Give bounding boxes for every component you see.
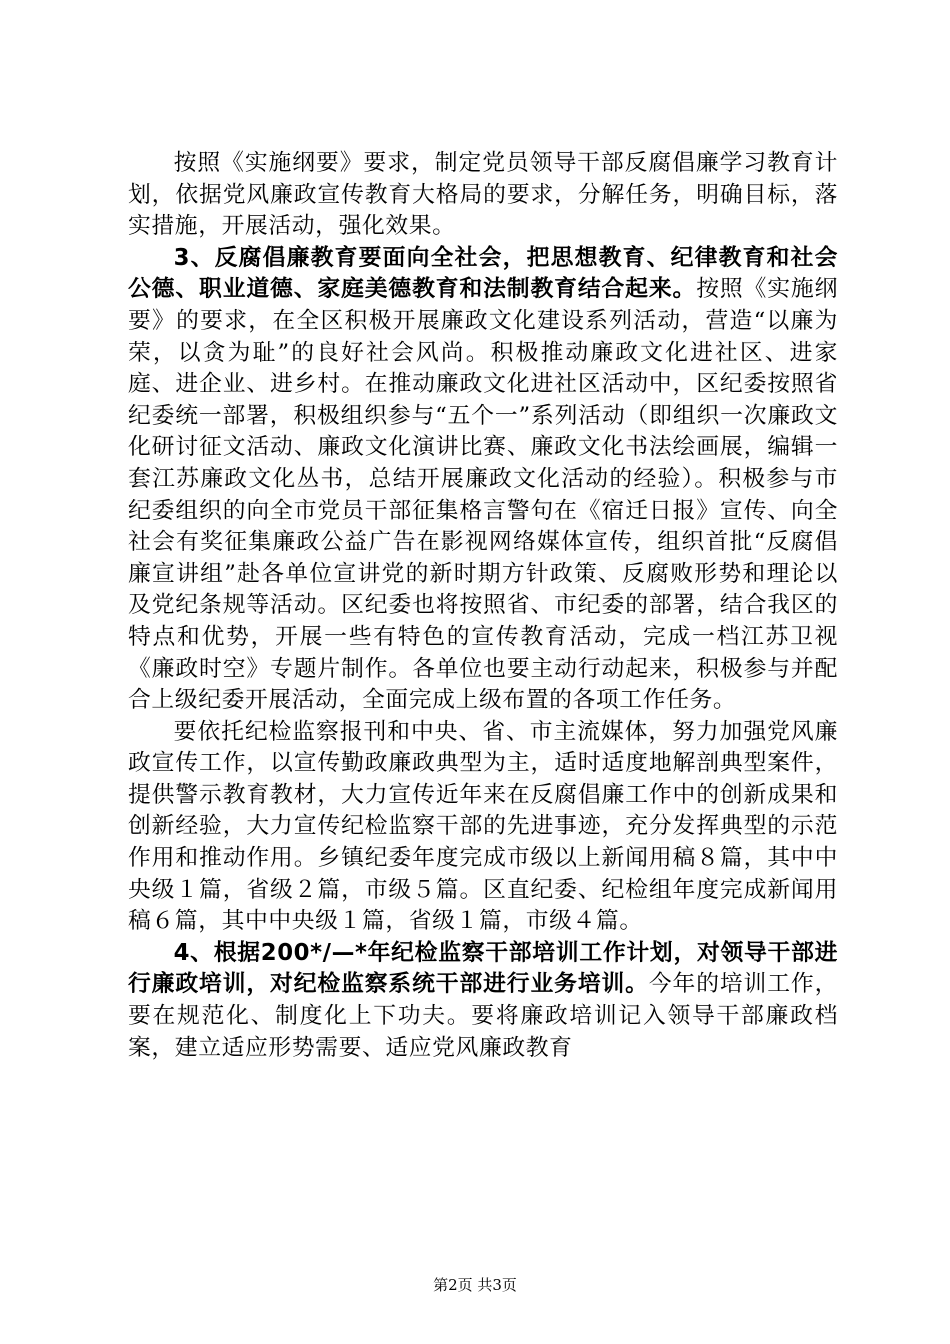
paragraph-text: 要依托纪检监察报刊和中央、省、市主流媒体，努力加强党风廉政宣传工作，以宣传勤政廉政典型为主，适时适度地解剖典型案件，提供警示教育教材，大力宣传近年来在反腐倡廉工作中的创新成果和创新经验，大力宣传纪检监察干部的先进事迹，充分发挥典型的示范作用和推动作用。乡镇纪委年度完成市级以上新闻用稿８篇，其中中央级１篇，省级２篇，市级５篇。区直纪委、纪检组年度完成新闻用稿６篇，其中中央级１篇，省级１篇，市级４篇。	[128, 718, 838, 935]
document-body	[128, 148, 838, 1064]
page-number-footer: 第2页 共3页	[433, 1276, 517, 1294]
paragraph-media-publicity	[128, 717, 838, 938]
paragraph-intro-plan	[128, 148, 838, 243]
paragraph-text: 按照《实施纲要》要求，制定党员领导干部反腐倡廉学习教育计划，依据党风廉政宣传教育大格局的要求，分解任务，明确目标，落实措施，开展活动，强化效果。	[128, 150, 838, 240]
section-3-heading: 3、反腐倡廉教育要面向全社会，把思想教育、纪律教育和社会公德、职业道德、家庭美德教育和法制教育结合起来。	[128, 244, 838, 303]
section-4-text: 今年的培训工作，要在规范化、制度化上下功夫。要将廉政培训记入领导干部廉政档案，建立适应形势需要、适应党风廉政教育	[128, 971, 838, 1061]
section-3-text: 按照《实施纲要》的要求，在全区积极开展廉政文化建设系列活动，营造“以廉为荣，以贪为耻”的良好社会风尚。积极推动廉政文化进社区、进家庭、进企业、进乡村。在推动廉政文化进社区活动中，区纪委按照省纪委统一部署，积极组织参与“五个一”系列活动（即组织一次廉政文化研讨征文活动、廉政文化演讲比赛、廉政文化书法绘画展，编辑一套江苏廉政文化丛书，总结开展廉政文化活动的经验）。积极参与市纪委组织的向全市党员干部征集格言警句在《宿迁日报》宣传、向全社会有奖征集廉政公益广告在影视网络媒体宣传，组织首批“反腐倡廉宣讲组”赴各单位宣讲党的新时期方针政策、反腐败形势和理论以及党纪条规等活动。区纪委也将按照省、市纪委的部署，结合我区的特点和优势，开展一些有特色的宣传教育活动，完成一档江苏卫视《廉政时空》专题片制作。各单位也要主动行动起来，积极参与并配合上级纪委开展活动，全面完成上级布置的各项工作任务。	[128, 276, 838, 714]
paragraph-section-3	[128, 243, 838, 717]
paragraph-section-4	[128, 938, 838, 1064]
section-4-heading: 4、根据200*/—*年纪检监察干部培训工作计划，对领导干部进行廉政培训，对纪检监察系统干部进行业务培训。	[128, 939, 838, 998]
